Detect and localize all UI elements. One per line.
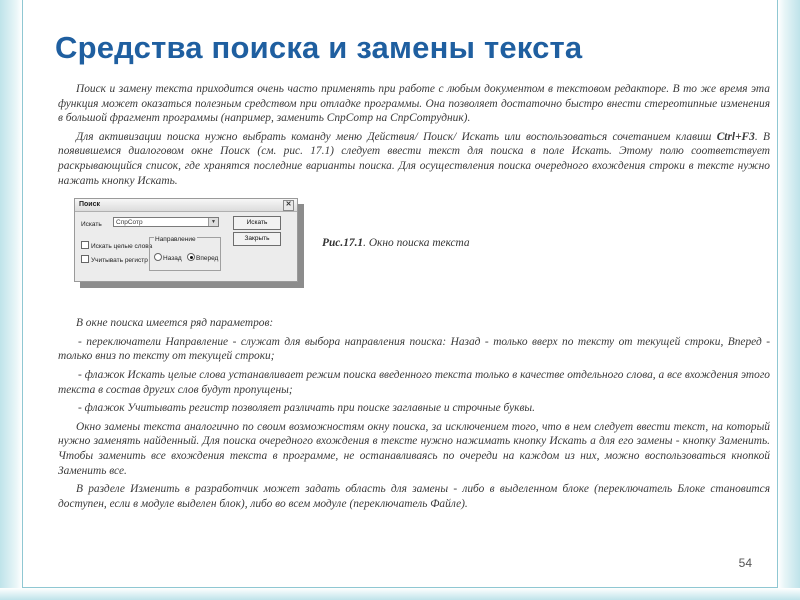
chevron-down-icon: ▼ — [208, 218, 218, 226]
forward-radio — [187, 253, 195, 261]
hotkey-text: Ctrl+F3 — [716, 130, 755, 143]
paragraph-intro: Поиск и замену текста приходится очень часто применять при работе с любым документом в текстовом редакторе. В то же время эта функция может оказаться полезным средством при отладке программы. Она позволяет достаточно быстро внести стереотипные изменения в большой фрагмент программы (например, заменить СпрСотр на СпрСотрудник). — [58, 83, 770, 125]
paragraph-replace: Окно замены текста аналогично по своим возможностям окну поиска, за исключением того, что в нем следует ввести текст, на который нужно заменять найденный. Для поиска очередного вхождения в тексте нужно нажимать кнопку Искать а для его замены - кнопку Заменить. Чтобы заменить все вхождения текста в программе, не останавливаясь по очереди на каждом из них, можно воспользоваться кнопкой Заменить все. — [58, 420, 770, 477]
paragraph-activation-text-1: Для активизации поиска нужно выбрать команду меню Действия/ Поиск/ Искать или воспользоваться сочетанием клавиш — [76, 130, 717, 143]
bullet-direction: - переключатели Направление - служат для выбора направления поиска: Назад - только вверх по тексту от текущей строки, Вперед - только вниз по тексту от текущей строки; — [58, 335, 770, 363]
dialog-title: Поиск — [79, 201, 101, 209]
search-input — [113, 217, 219, 227]
close-icon: ✕ — [283, 200, 294, 211]
figure-caption-text: . Окно поиска текста — [363, 237, 470, 250]
paragraph-activation-text-2: . В появившемся диалоговом окне Поиск (см. рис. 17.1) следует ввести текст для поиска в поле Искать. Этому полю соответствует раскрывающийся список, где хранятся последние варианты поиска. Для осуществления поиска очередного вхождения строки в тексте нужно нажать кнопку Искать. — [58, 130, 770, 187]
bullet-whole-words: - флажок Искать целые слова устанавливает режим поиска введенного текста только в качестве отдельного слова, а все вхождения этого текста в состав других слов будут пропущены; — [58, 368, 770, 396]
search-dialog-screenshot — [74, 198, 298, 282]
figure-caption — [322, 236, 470, 251]
frame-bottom-decoration — [0, 588, 800, 600]
whole-words-checkbox — [81, 241, 89, 249]
bullet-match-case: - флажок Учитывать регистр позволяет различать при поиске заглавные и строчные буквы. — [78, 402, 535, 415]
direction-label: Направление — [154, 233, 197, 248]
back-radio — [154, 253, 162, 261]
slide-body — [58, 82, 770, 515]
paragraph-replace-scope: В разделе Изменить в разработчик может задать область для замены - либо в выделенном блоке (переключатель Блоке становится доступен, если в модуле выделен блок), либо во всем модуле (переключатель Файле). — [58, 483, 770, 510]
frame-left-decoration — [0, 0, 22, 600]
figure-17-1 — [58, 198, 770, 304]
search-input-value: СпрСотр — [116, 219, 143, 227]
frame-right-decoration — [778, 0, 800, 600]
match-case-checkbox — [81, 255, 89, 263]
find-button: Искать — [233, 216, 281, 230]
dialog-titlebar — [75, 199, 297, 212]
slide-title: Средства поиска и замены текста — [55, 30, 583, 65]
direction-group — [149, 237, 221, 271]
back-label: Назад — [163, 255, 182, 263]
whole-words-label: Искать целые слова — [91, 243, 153, 251]
forward-label: Вперед — [196, 255, 219, 263]
match-case-label: Учитывать регистр — [91, 257, 148, 265]
search-label: Искать — [81, 221, 102, 229]
figure-caption-number: Рис.17.1 — [322, 237, 364, 250]
paragraph-activation — [58, 130, 770, 188]
page-number: 54 — [738, 556, 752, 570]
paragraph-parameters: В окне поиска имеется ряд параметров: — [76, 317, 274, 330]
close-button: Закрыть — [233, 232, 281, 246]
